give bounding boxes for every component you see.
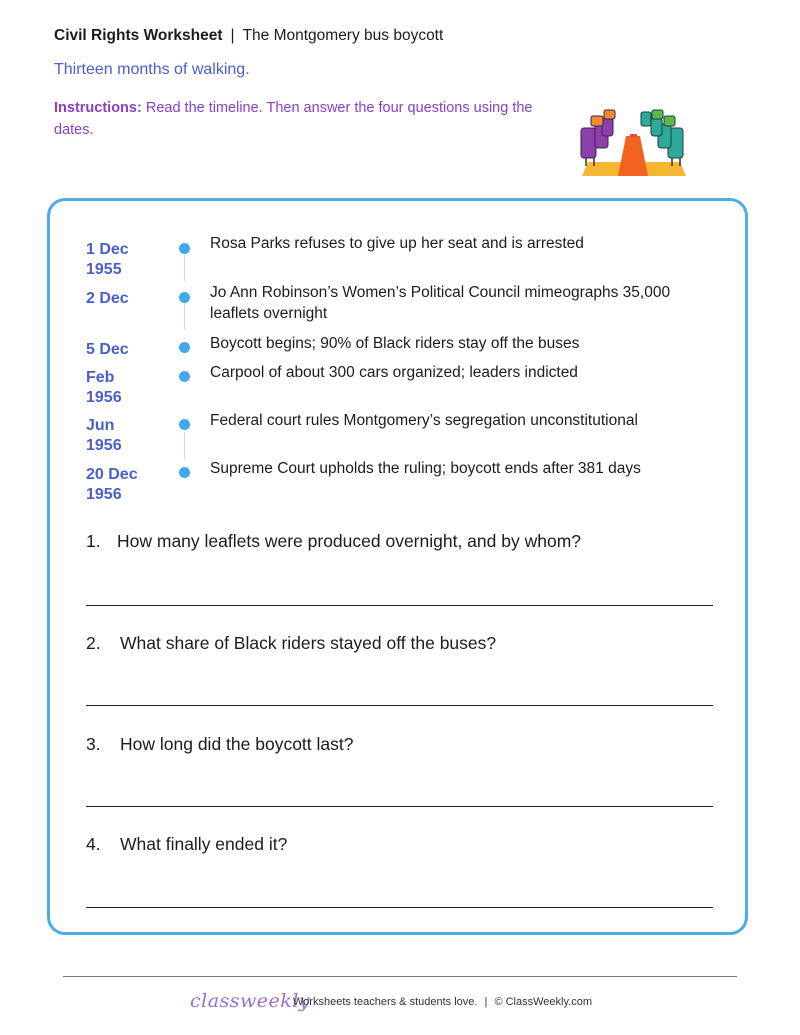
answer-line-1[interactable] xyxy=(86,605,713,606)
worksheet-topic: The Montgomery bus boycott xyxy=(242,27,444,44)
question-number: 4. xyxy=(86,834,101,854)
timeline-dot xyxy=(179,371,190,382)
footer-text xyxy=(293,996,592,1008)
question-text: What finally ended it? xyxy=(120,834,288,854)
timeline-event: Carpool of about 300 cars organized; leaders indicted xyxy=(210,364,578,381)
footer-divider xyxy=(63,976,737,977)
instructions xyxy=(54,97,554,141)
question-2 xyxy=(86,633,496,654)
footer-copyright: © ClassWeekly.com xyxy=(494,996,592,1008)
question-4 xyxy=(86,834,287,855)
timeline-event: Rosa Parks refuses to give up her seat and is arrested xyxy=(210,235,584,252)
question-text: How many leaflets were produced overnight, and by whom? xyxy=(117,531,581,551)
timeline-date: Jun 1956 xyxy=(86,417,122,454)
answer-line-4[interactable] xyxy=(86,907,713,908)
timeline-dot xyxy=(179,243,190,254)
question-number: 2. xyxy=(86,633,101,653)
timeline-event: Boycott begins; 90% of Black riders stay off the buses xyxy=(210,335,580,352)
question-text: How long did the boycott last? xyxy=(120,734,354,754)
question-3 xyxy=(86,734,353,755)
header-separator: | xyxy=(230,27,235,44)
footer-tagline: Worksheets teachers & students love. xyxy=(293,996,478,1008)
timeline-dot xyxy=(179,419,190,430)
answer-line-2[interactable] xyxy=(86,705,713,706)
timeline-event: Federal court rules Montgomery’s segregation unconstitutional xyxy=(210,412,638,429)
timeline-connector xyxy=(184,255,185,281)
footer-separator: | xyxy=(484,996,488,1008)
footer-brand-logo: classweekly xyxy=(190,990,311,1012)
worksheet-header xyxy=(54,27,443,45)
instructions-text: Read the timeline. Then answer the four questions using the dates. xyxy=(54,100,533,138)
instructions-label: Instructions: xyxy=(54,100,142,116)
timeline-dot xyxy=(179,292,190,303)
answer-line-3[interactable] xyxy=(86,806,713,807)
worksheet-subtitle: Thirteen months of walking. xyxy=(54,61,250,78)
timeline-date: 1 Dec 1955 xyxy=(86,241,129,278)
timeline-date: Feb 1956 xyxy=(86,369,122,406)
timeline-date: 2 Dec xyxy=(86,290,129,307)
question-number: 1. xyxy=(86,531,101,551)
timeline-event: Jo Ann Robinson’s Women’s Political Council mimeographs 35,000 leaflets overnight xyxy=(210,284,671,322)
timeline-dot xyxy=(179,342,190,353)
bus-seats-aisle-icon xyxy=(578,106,690,178)
timeline-dot xyxy=(179,467,190,478)
timeline-date: 5 Dec xyxy=(86,341,129,358)
timeline-connector xyxy=(184,432,185,460)
question-1 xyxy=(86,531,581,552)
timeline-date: 20 Dec 1956 xyxy=(86,466,138,503)
question-text: What share of Black riders stayed off the buses? xyxy=(120,633,497,653)
worksheet-title: Civil Rights Worksheet xyxy=(54,27,223,44)
timeline-connector xyxy=(184,303,185,330)
question-number: 3. xyxy=(86,734,101,754)
timeline-event: Supreme Court upholds the ruling; boycott ends after 381 days xyxy=(210,460,641,477)
